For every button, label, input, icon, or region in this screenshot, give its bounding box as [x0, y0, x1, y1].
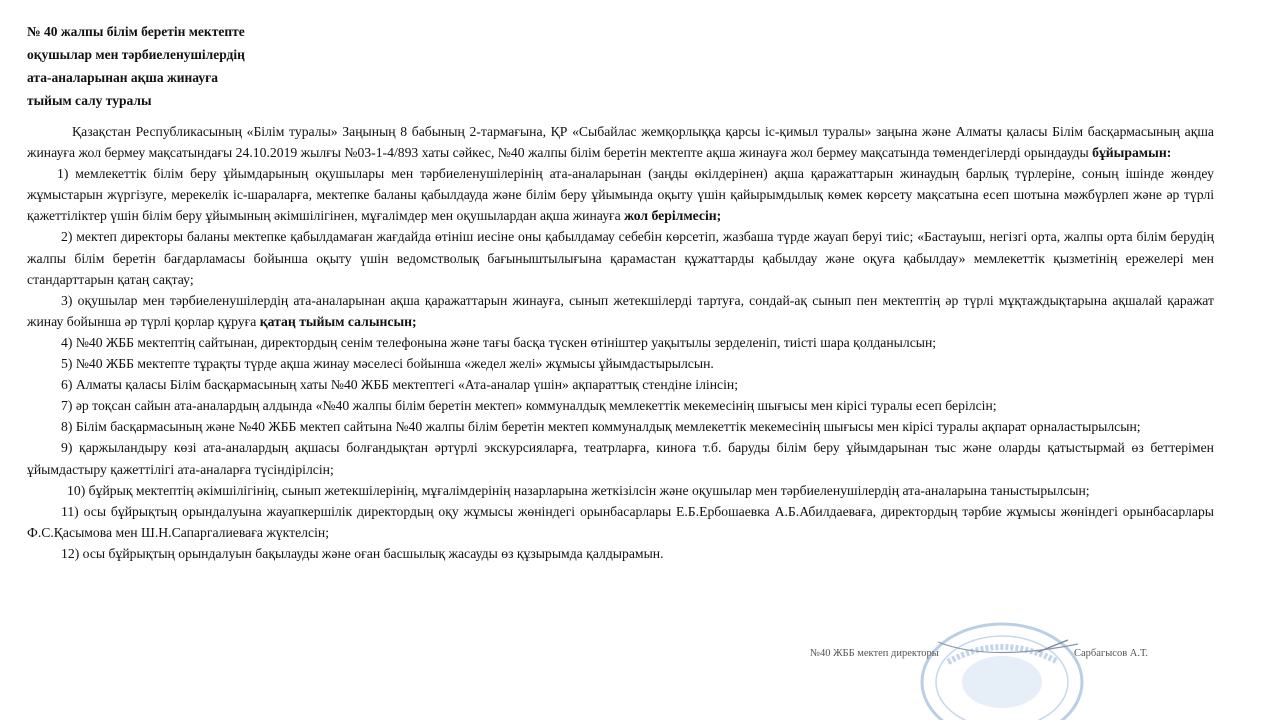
item-7-text: 7) әр тоқсан сайын ата-аналардың алдында «№40 жалпы білім беретін мектеп» коммуналдық мемлекеттік мекемесінің шығысы мен кірісі туралы есеп берілсін;	[61, 398, 997, 414]
item-11-text: 11) осы бұйрықтың орындалуына жауапкершілік директордың оқу жұмысы жөніндегі орынбасарлары Е.Б.Ербошаевка А.Б.Абилдаеваға, директордың тәрбие жұмысы жөніндегі орынбасарлары Ф.С.Қасымова мен Ш.Н.Сапаргалиеваға жүктелсін;	[27, 503, 1214, 540]
document-body	[27, 121, 1214, 564]
item-9-text: 9) қаржыландыру көзі ата-аналардың ақшасы болғандықтан әртүрлі экскурсияларға, театрларға, киноға т.б. баруды білім беру ұйымдарынан тыс және оларды қатыстырмай өз беттерімен ұйымдастыру қажеттілігі ата-аналарға түсіндірілсін;	[27, 440, 1214, 477]
item-3-bold: қатаң тыйым салынсын;	[259, 313, 417, 329]
signature-position: №40 ЖББ мектеп директоры	[810, 648, 939, 659]
item-12	[27, 543, 1214, 564]
item-4	[27, 332, 1214, 353]
item-2	[27, 226, 1214, 289]
item-1-text: 1) мемлекеттік білім беру ұйымдарының оқушылары мен тәрбиеленушілерінің ата-аналарынан (заңды өкілдерінен) ақша қаражаттарын жинаудың барлық түрлеріне, соның ішінде жөндеу жұмыстарын жүргізуге, мерекелік іс-шараларға, мектепке баланы қабылдауда және білім беру ұйымында оқыту үшін қайырымдылық көмек көрсету мақсатына есеп шотына мәжбүрлеп және әр түрлі қажеттіліктер үшін білім беру ұйымының әкімшілігінен, мұғалімдер мен оқушылардан ақша жинауға	[27, 166, 1214, 224]
title-line-3: ата-аналарынан ақша жинауға	[27, 70, 218, 85]
item-6	[27, 374, 1214, 395]
item-11	[27, 501, 1214, 543]
title-line-2: оқушылар мен тәрбиеленушілердің	[27, 47, 245, 62]
item-1-bold: жол берілмесін;	[624, 208, 722, 224]
item-8	[27, 416, 1214, 437]
document-title	[27, 20, 245, 112]
item-7	[27, 395, 1214, 416]
item-5	[27, 353, 1214, 374]
item-6-text: 6) Алматы қаласы Білім басқармасының хаты №40 ЖББ мектептегі «Ата-аналар үшін» ақпараттық стендіне ілінсін;	[61, 377, 739, 393]
intro-bold: бұйырамын:	[1092, 145, 1172, 161]
item-12-text: 12) осы бұйрықтың орындалуын бақылауды және оған басшылық жасауды өз құзырымда қалдырамын.	[61, 545, 664, 561]
title-line-4: тыйым салу туралы	[27, 93, 152, 108]
item-10	[27, 480, 1214, 501]
item-3-text: 3) оқушылар мен тәрбиеленушілердің ата-аналарынан ақша қаражаттарын жинауға, сынып жетекшілерді тартуға, сондай-ақ сынып пен мектептің әр түрлі мұқтаждықтарына ақшалай қаражат жинау бойынша әр түрлі қорлар құруға	[27, 292, 1214, 329]
item-4-text: 4) №40 ЖББ мектептің сайтынан, директордың сенім телефонына және тағы басқа түскен өтініштер уақытылы зерделеніп, тиісті шара қолданылсын;	[61, 334, 937, 350]
item-3	[27, 290, 1214, 332]
item-9	[27, 437, 1214, 479]
item-8-text: 8) Білім басқармасының және №40 ЖББ мектеп сайтына №40 жалпы білім беретін мектеп коммуналдық мемлекеттік мекемесінің шығысы мен кірісі туралы ақпарат орналастырылсын;	[61, 419, 1141, 435]
signature-name: Сарбагысов А.Т.	[1074, 648, 1148, 659]
item-2-text: 2) мектеп директоры баланы мектепке қабылдамаған жағдайда өтініш иесіне оны қабылдамау себебін көрсетіп, жазбаша түрде жауап беруі тиіс; «Бастауыш, негізгі орта, жалпы орта білім берудің жалпы білім беретін бағдарламасы бойынша оқыту үшін ведомстволық бағыныштылығына қарамастан құжаттарды қабылдау және оқуға қабылдау» мемлекеттік қызметінің ережелері мен стандарттарын қатаң сақтау;	[27, 229, 1214, 287]
item-1	[27, 163, 1214, 226]
item-5-text: 5) №40 ЖББ мектепте тұрақты түрде ақша жинау мәселесі бойынша «жедел желі» жұмысы ұйымдастырылсын.	[61, 356, 714, 372]
intro-text: Қазақстан Республикасының «Білім туралы» Заңының 8 бабының 2-тармағына, ҚР «Сыбайлас жемқорлыққа қарсы іс-қимыл туралы» заңына және Алматы қаласы Білім басқармасының ақша жинауға жол бермеу мақсатындағы 24.10.2019 жылғы №03-1-4/893 хаты сәйкес, №40 жалпы білім беретін мектепте ақша жинауға жол бермеу мақсатында төмендегілерді орындауды	[27, 124, 1214, 161]
intro-paragraph	[27, 121, 1214, 163]
title-line-1: № 40 жалпы білім беретін мектепте	[27, 24, 245, 39]
official-seal-icon	[918, 622, 1086, 720]
item-10-text: 10) бұйрық мектептің әкімшілігінің, сынып жетекшілерінің, мұғалімдерінің назарларына жеткізілсін және оқушылар мен тәрбиеленушілердің ата-аналарына таныстырылсын;	[67, 482, 1090, 498]
